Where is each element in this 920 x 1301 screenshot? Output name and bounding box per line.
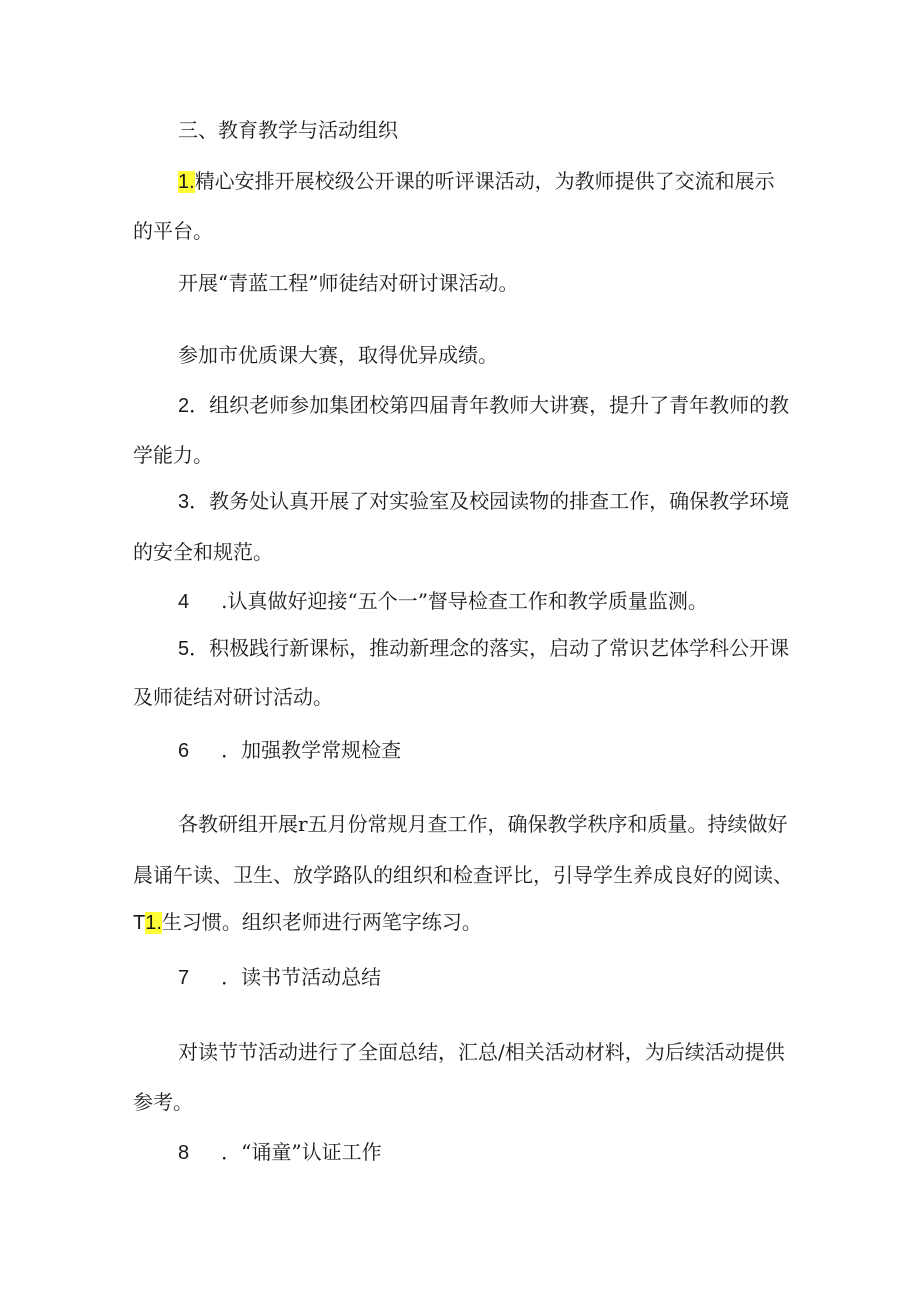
item-1-text: 精心安排开展校级公开课的听评课活动，为教师提供了交流和展示 (194, 169, 775, 193)
paragraph-qinglan: 开展“青蓝工程”师徒结对研讨课活动。 (178, 271, 519, 295)
item-5-line-2: 及师徒结对研讨活动。 (133, 685, 333, 709)
paragraph-routine-line-1: 各教研组开展r五月份常规月查工作，确保教学秩序和质量。持续做好 (178, 812, 788, 836)
item-3-number: 3 (178, 491, 190, 513)
item-1-line-1 (178, 166, 775, 196)
item-2-text: ．组织老师参加集团校第四届青年教师大讲赛，提升了青年教师的教 (189, 393, 790, 417)
paragraph-reading-line-1: 对读节节活动进行了全面总结，汇总/相关活动材料，为后续活动提供 (178, 1040, 785, 1064)
paragraph-reading-line-2: 参考。 (133, 1090, 193, 1114)
item-6-line (178, 735, 401, 765)
item-6-number: 6 (178, 740, 190, 762)
item-3-line-1 (178, 486, 789, 516)
item-2-number: 2 (178, 395, 190, 417)
paragraph-routine-line-2: 晨诵午读、卫生、放学路队的组织和检查评比，引导学生养成良好的阅读、 (133, 863, 793, 887)
item-8-text: ．“诵童”认证工作 (221, 1140, 382, 1164)
item-1-line-2: 的平台。 (133, 219, 213, 243)
item-5-number: 5 (178, 638, 190, 660)
section-title: 三、教育教学与活动组织 (178, 118, 398, 142)
item-6-text: ．加强教学常规检查 (221, 738, 402, 762)
paragraph-routine-line-3 (133, 907, 482, 937)
item-3-line-2: 的安全和规范。 (133, 540, 273, 564)
item-7-text: ．读书节活动总结 (221, 965, 382, 989)
routine-rest: 生习惯。组织老师进行两笔字练习。 (161, 910, 482, 934)
item-8-line (178, 1137, 382, 1167)
item-4-text: .认真做好迎接“五个一”督导检查工作和教学质量监测。 (221, 589, 708, 613)
item-4-number: 4 (178, 591, 190, 613)
item-2-line-1 (178, 390, 789, 420)
item-7-line (178, 962, 381, 992)
routine-highlight: 1. (145, 912, 162, 934)
routine-prefix: T (133, 912, 146, 934)
item-1-number: 1. (178, 171, 195, 193)
item-7-number: 7 (178, 967, 190, 989)
item-2-line-2: 学能力。 (133, 443, 213, 467)
paragraph-contest: 参加市优质课大赛，取得优异成绩。 (178, 343, 498, 367)
item-8-number: 8 (178, 1142, 190, 1164)
item-5-line-1 (178, 633, 789, 663)
item-5-text: ．积极践行新课标，推动新理念的落实，启动了常识艺体学科公开课 (189, 636, 790, 660)
item-4-line (178, 586, 708, 616)
item-3-text: ．教务处认真开展了对实验室及校园读物的排查工作，确保教学环境 (189, 489, 790, 513)
